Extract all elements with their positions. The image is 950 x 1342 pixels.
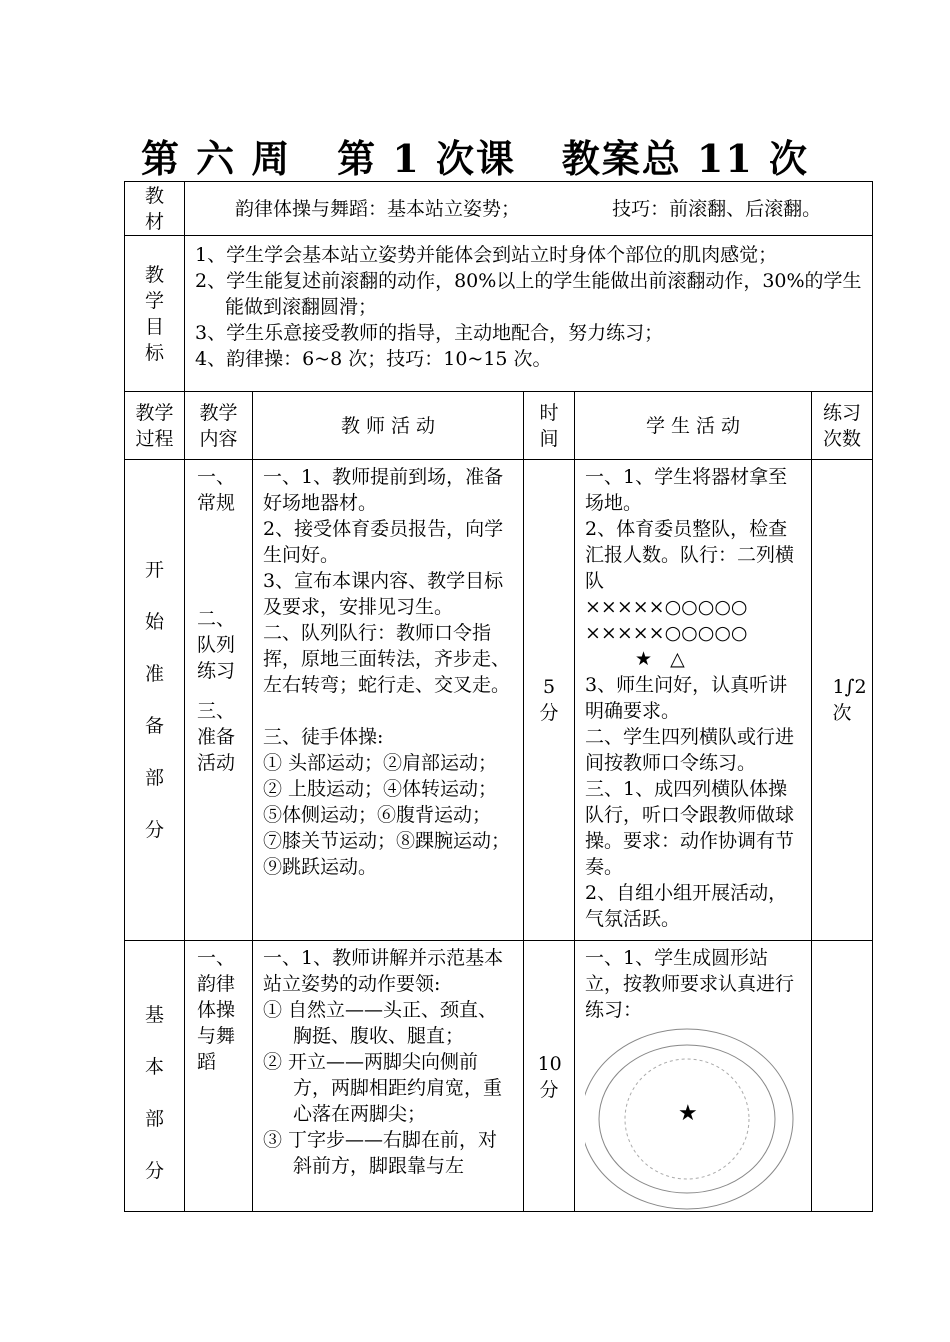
- header-reps-text: 练习次数: [823, 401, 862, 450]
- student-step-1: 一、1、学生将器材拿至场地。: [585, 466, 788, 514]
- section-start-row: [125, 460, 873, 941]
- header-reps: [812, 392, 873, 460]
- header-process-text: 教学过程: [135, 401, 174, 450]
- teacher-step-6: ① 头部运动；②肩部运动；: [263, 752, 498, 774]
- section-basic-row: [125, 941, 873, 1212]
- content-warmup: 三、准备活动: [197, 700, 236, 774]
- material-cell: [185, 182, 873, 236]
- content-drill: 二、队列练习: [197, 608, 236, 682]
- section-basic-time-text: 10分: [537, 1053, 562, 1101]
- section-basic-label-cell: [125, 941, 185, 1212]
- teacher-step-9: ⑦膝关节运动；⑧踝腕运动；⑨跳跃运动。: [263, 830, 511, 878]
- content-routine: 一、常规: [197, 466, 236, 514]
- header-time-text: 时间: [539, 401, 559, 450]
- student-basic-1: 一、1、学生成圆形站立，按教师要求认真进行练习：: [585, 947, 795, 1021]
- goal-item-3: 3、学生乐意接受教师的指导，主动地配合，努力练习；: [195, 322, 664, 344]
- header-student: 学 生 活 动: [575, 392, 812, 460]
- section-basic-time: [524, 941, 575, 1212]
- teacher-basic-4: ③ 丁字步——右脚在前，对斜前方，脚跟靠与左: [263, 1129, 498, 1177]
- teacher-star-icon: ★: [678, 1101, 698, 1126]
- section-start-reps: [812, 460, 873, 941]
- goal-item-1: 1、学生学会基本站立姿势并能体会到站立时身体个部位的肌肉感觉；: [195, 244, 778, 266]
- section-start-label-cell: [125, 460, 185, 941]
- section-start-student: [575, 460, 812, 941]
- student-step-6: 2、自组小组开展活动，气氛活跃。: [585, 882, 788, 930]
- goals-label-cell: [125, 236, 185, 392]
- section-start-label: 开始准备部分: [145, 559, 165, 841]
- teacher-basic-1: 一、1、教师讲解并示范基本站立姿势的动作要领:: [263, 947, 504, 995]
- goals-row: [125, 236, 873, 392]
- section-basic-content: [185, 941, 253, 1212]
- teacher-step-7: ② 上肢运动；④体转运动；: [263, 778, 498, 800]
- teacher-basic-3: ② 开立——两脚尖向侧前方，两脚相距约肩宽，重心落在两脚尖；: [263, 1051, 503, 1125]
- goals-label: 教学目标: [145, 263, 165, 364]
- goals-cell: [185, 236, 873, 392]
- page-title: 第 六 周 第 1 次课 教案总 11 次: [140, 136, 810, 181]
- teacher-step-1: 一、1、教师提前到场，准备好场地器材。: [263, 466, 504, 514]
- goal-item-4: 4、韵律操：6~8 次；技巧：10~15 次。: [195, 348, 552, 370]
- teacher-step-3: 3、宣布本课内容、教学目标及要求，安排见习生。: [263, 570, 504, 618]
- header-content: [185, 392, 253, 460]
- teacher-step-2: 2、接受体育委员报告，向学生问好。: [263, 518, 504, 566]
- material-part1: 韵律体操与舞蹈：基本站立姿势；: [235, 197, 521, 220]
- formation-row-2: ×××××○○○○○: [585, 622, 748, 644]
- section-start-content: [185, 460, 253, 941]
- student-step-2: 2、体育委员整队，检查汇报人数。队行：二列横队: [585, 518, 795, 592]
- header-row: [125, 392, 873, 460]
- student-step-3: 3、师生问好，认真听讲明确要求。: [585, 674, 788, 722]
- section-basic-label: 基本部分: [145, 1004, 165, 1182]
- teacher-step-8: ⑤体侧运动；⑥腹背运动；: [263, 804, 492, 826]
- teacher-step-4: 二、队列队行：教师口令指挥，原地三面转法，齐步走、左右转弯；蛇行走、交叉走。: [263, 622, 511, 696]
- material-row: [125, 182, 873, 236]
- goal-item-2: 2、学生能复述前滚翻的动作，80%以上的学生能做出前滚翻动作，30%的学生能做到滚翻圆滑；: [195, 270, 862, 318]
- material-label: 教材: [145, 184, 165, 233]
- header-content-text: 教学内容: [199, 401, 238, 450]
- teacher-step-5: 三、徒手体操:: [263, 726, 384, 748]
- circle-formation-diagram: [585, 1027, 803, 1207]
- section-start-reps-text: 1∫2次: [832, 676, 867, 724]
- header-teacher: 教 师 活 动: [253, 392, 524, 460]
- formation-markers: ★ △: [635, 648, 685, 670]
- material-label-cell: [125, 182, 185, 236]
- section-start-teacher: [253, 460, 524, 941]
- section-start-time-text: 5分: [539, 676, 559, 724]
- student-step-5: 三、1、成四列横队体操队行，听口令跟教师做球操。要求：动作协调有节奏。: [585, 778, 795, 878]
- section-start-time: [524, 460, 575, 941]
- section-basic-teacher: [253, 941, 524, 1212]
- lesson-plan-table: [124, 181, 873, 1212]
- student-step-4: 二、学生四列横队或行进间按教师口令练习。: [585, 726, 795, 774]
- section-basic-reps: [812, 941, 873, 1212]
- section-basic-student: [575, 941, 812, 1212]
- header-process: [125, 392, 185, 460]
- material-part2: 技巧：前滚翻、后滚翻。: [612, 197, 822, 220]
- header-time: [524, 392, 575, 460]
- formation-row-1: ×××××○○○○○: [585, 596, 748, 618]
- content-rhythmic: 一、韵律体操与舞蹈: [197, 947, 236, 1073]
- teacher-basic-2: ① 自然立——头正、颈直、胸挺、腹收、腿直；: [263, 999, 498, 1047]
